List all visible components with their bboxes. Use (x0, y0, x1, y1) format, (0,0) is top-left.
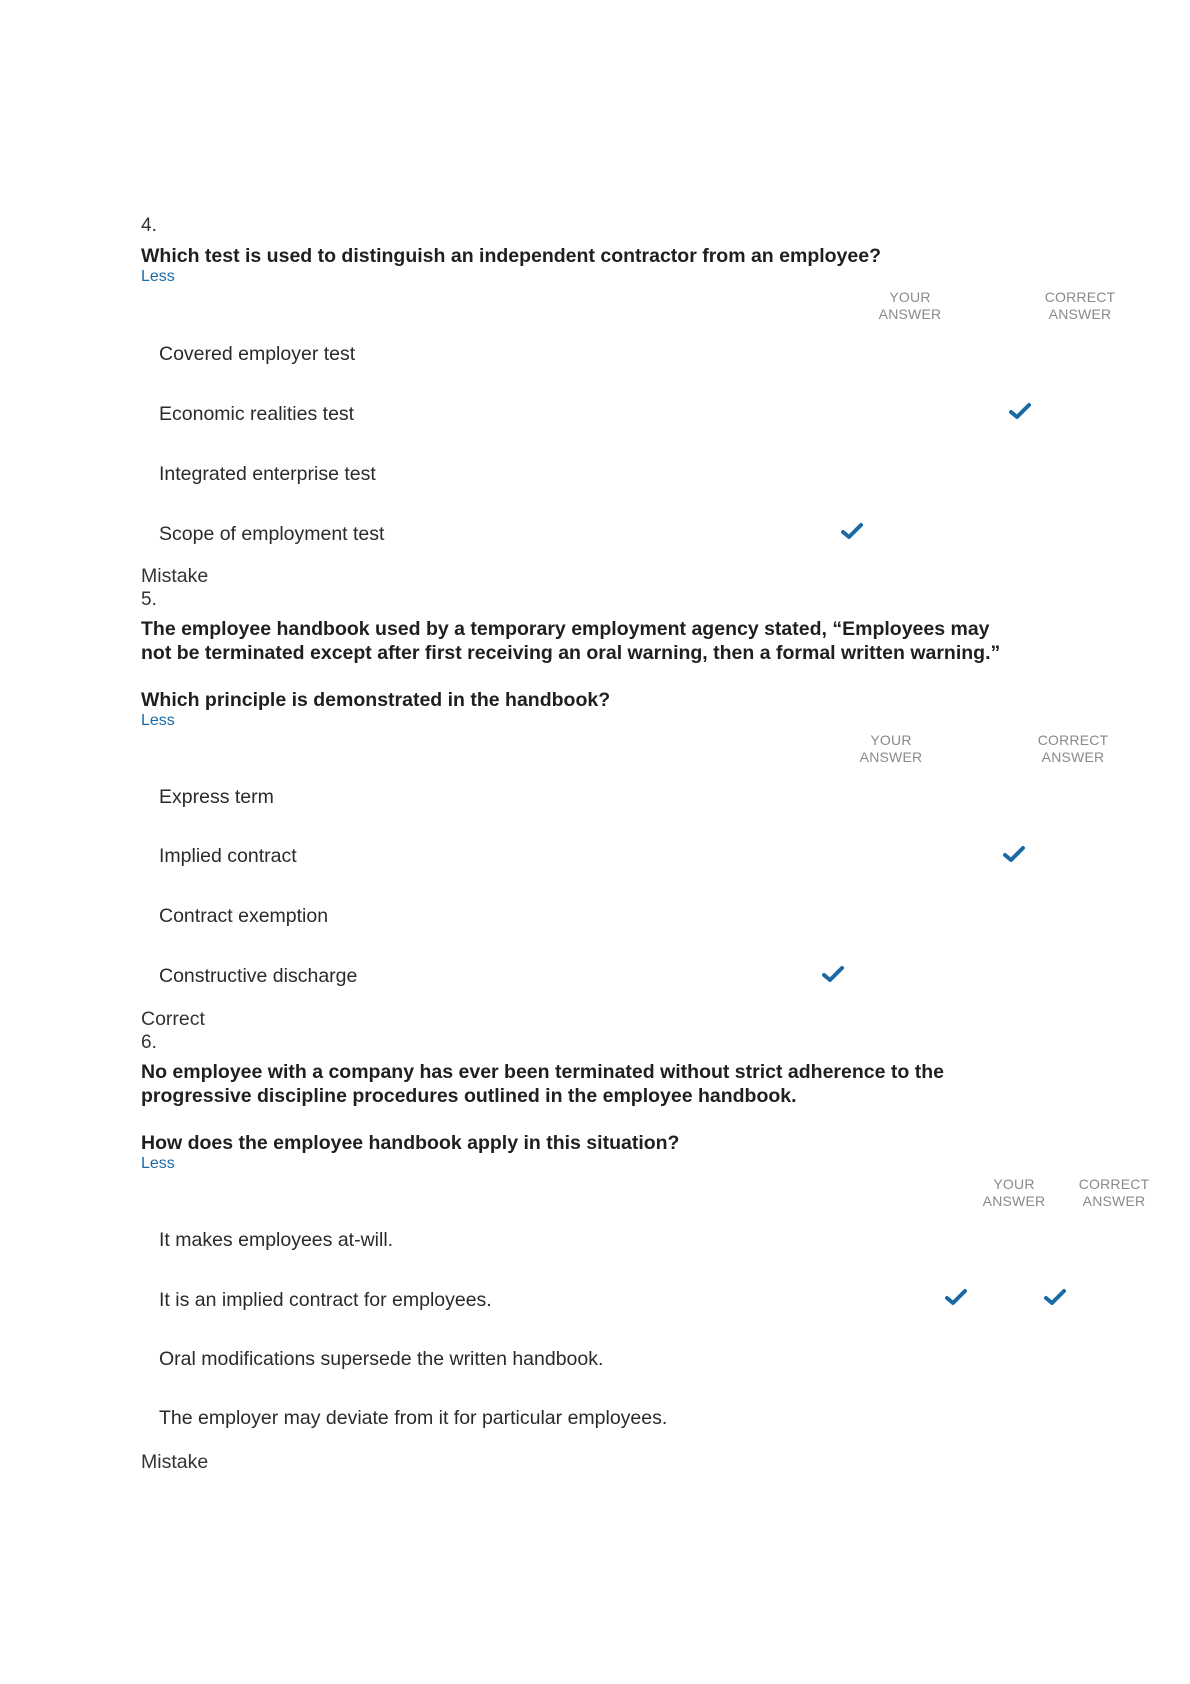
result-status: Mistake (141, 1451, 209, 1473)
correct-answer-header: CORRECT ANSWER (1078, 1176, 1150, 1209)
less-link[interactable]: Less (141, 712, 175, 729)
checkmark-icon (1003, 845, 1025, 863)
question-followup: Which principle is demonstrated in the handbook? (141, 689, 611, 711)
question-number: 6. (141, 1032, 157, 1053)
result-status: Mistake (141, 565, 209, 587)
checkmark-icon (1044, 1288, 1066, 1306)
question-number: 5. (141, 589, 157, 610)
result-status: Correct (141, 1008, 205, 1030)
checkmark-icon (841, 522, 863, 540)
question-number: 4. (141, 215, 157, 236)
less-link[interactable]: Less (141, 1155, 175, 1172)
answer-option[interactable]: Scope of employment test (159, 523, 385, 545)
less-link[interactable]: Less (141, 268, 175, 285)
question-prompt-line: Which test is used to distinguish an independent contractor from an employee? (141, 245, 882, 267)
answer-option[interactable]: Implied contract (159, 845, 297, 867)
correct-answer-header: CORRECT ANSWER (1037, 732, 1109, 765)
answer-option[interactable]: It makes employees at-will. (159, 1229, 394, 1251)
your-answer-header: YOUR ANSWER (878, 289, 942, 322)
answer-option[interactable]: The employer may deviate from it for particular employees. (159, 1407, 668, 1429)
question-prompt-line: not be terminated except after first receiving an oral warning, then a formal written warning.” (141, 642, 1001, 664)
answer-option[interactable]: Integrated enterprise test (159, 463, 376, 485)
answer-option[interactable]: Express term (159, 786, 274, 808)
answer-option[interactable]: Covered employer test (159, 343, 356, 365)
your-answer-header: YOUR ANSWER (859, 732, 923, 765)
question-prompt-line: progressive discipline procedures outlined in the employee handbook. (141, 1085, 797, 1107)
answer-option[interactable]: Constructive discharge (159, 965, 358, 987)
your-answer-header: YOUR ANSWER (982, 1176, 1046, 1209)
answer-option[interactable]: Oral modifications supersede the written handbook. (159, 1348, 604, 1370)
checkmark-icon (822, 965, 844, 983)
question-prompt-line: No employee with a company has ever been terminated without strict adherence to the (141, 1061, 944, 1083)
question-followup: How does the employee handbook apply in this situation? (141, 1132, 680, 1154)
answer-option[interactable]: Contract exemption (159, 905, 329, 927)
checkmark-icon (945, 1288, 967, 1306)
checkmark-icon (1009, 402, 1031, 420)
answer-option[interactable]: Economic realities test (159, 403, 355, 425)
question-prompt-line: The employee handbook used by a temporary employment agency stated, “Employees may (141, 618, 990, 640)
answer-option[interactable]: It is an implied contract for employees. (159, 1289, 492, 1311)
correct-answer-header: CORRECT ANSWER (1044, 289, 1116, 322)
